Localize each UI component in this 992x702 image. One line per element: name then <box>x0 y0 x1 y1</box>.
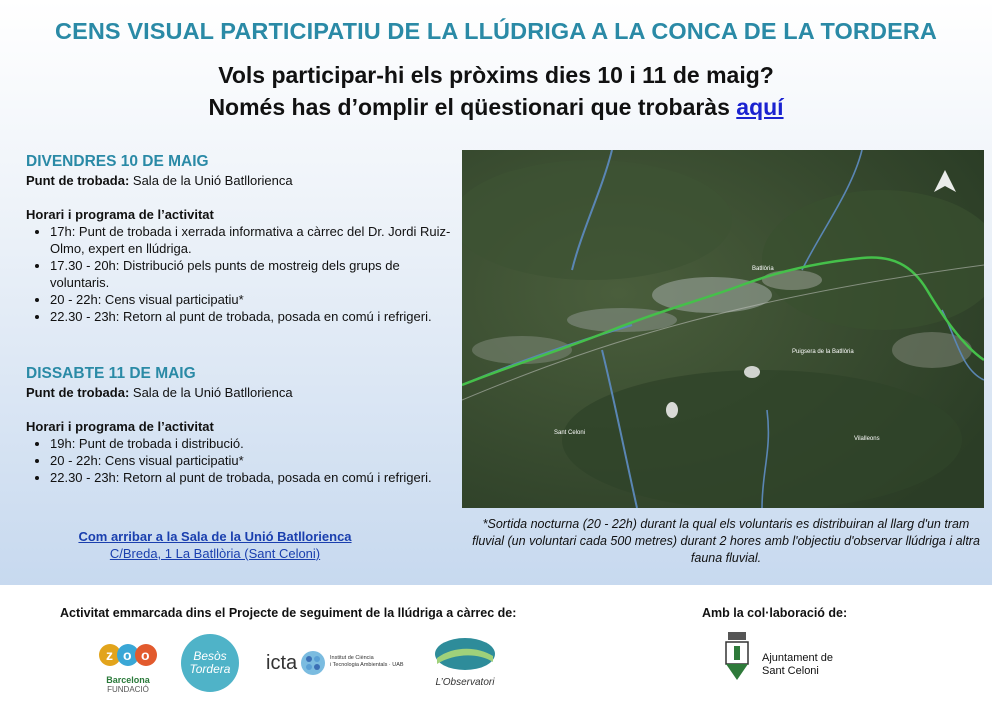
day2-meeting-value: Sala de la Unió Batllorienca <box>132 385 293 400</box>
ajuntament-line1: Ajuntament de <box>762 652 833 664</box>
zoo-line1: Barcelona <box>106 675 150 685</box>
svg-text:o: o <box>123 647 132 663</box>
list-item: • 20 - 22h: Cens visual participatiu* <box>50 291 456 308</box>
day2-meeting-point <box>26 384 456 401</box>
day1-meeting-value: Sala de la Unió Batllorienca <box>132 173 293 188</box>
observatori-icon <box>433 636 497 672</box>
day2-section <box>26 365 456 486</box>
coat-of-arms-icon <box>722 632 752 684</box>
icta-logo <box>266 650 416 680</box>
day1-section <box>26 153 456 325</box>
project-credit-text: Activitat emmarcada dins el Projecte de seguiment de la llúdriga a càrrec de: <box>60 606 517 620</box>
directions-link[interactable]: Com arribar a la Sala de la Unió Batllorienca <box>78 529 352 544</box>
day1-program-heading: Horari i programa de l’activitat <box>26 207 214 222</box>
day2-meeting-label: Punt de trobada: <box>26 385 130 400</box>
subtitle-question: Vols participar-hi els pròxims dies 10 i 11 de maig? <box>218 62 774 88</box>
list-item: • 22.30 - 23h: Retorn al punt de trobada, posada en comú i refrigeri. <box>50 308 456 325</box>
day2-heading: DISSABTE 11 DE MAIG <box>26 365 196 382</box>
list-item: • 17h: Punt de trobada i xerrada informativa a càrrec del Dr. Jordi Ruiz-Olmo, expert en llúdriga. <box>50 223 456 257</box>
svg-text:z: z <box>106 647 113 663</box>
list-item: • 22.30 - 23h: Retorn al punt de trobada, posada en comú i refrigeri. <box>50 469 456 486</box>
zoo-barcelona-logo <box>96 640 160 692</box>
observatori-logo <box>430 636 500 692</box>
day1-heading: DIVENDRES 10 DE MAIG <box>26 153 209 170</box>
icta-dots-icon <box>300 650 326 676</box>
list-item: • 19h: Punt de trobada i distribució. <box>50 435 456 452</box>
icta-text: icta <box>266 652 298 674</box>
ajuntament-logo <box>722 632 852 692</box>
questionnaire-link[interactable]: aquí <box>736 94 784 120</box>
map-graphic <box>462 150 984 508</box>
zoo-line2: FUNDACIÓ <box>107 685 149 694</box>
day2-program-list <box>26 435 456 486</box>
map-label: Puigsera de la Batllòria <box>792 349 854 355</box>
besos-tordera-logo <box>181 634 239 692</box>
day1-meeting-label: Punt de trobada: <box>26 173 130 188</box>
map-label: Vilalleons <box>854 436 880 442</box>
day2-program-heading: Horari i programa de l’activitat <box>26 419 214 434</box>
observatori-text: L’Observatori <box>435 677 495 688</box>
ajuntament-line2: Sant Celoni <box>762 665 819 677</box>
map-label: Batllòria <box>752 266 774 272</box>
directions-block <box>30 528 400 562</box>
collaboration-text: Amb la col·laboració de: <box>702 606 848 620</box>
map-caption: *Sortida nocturna (20 - 22h) durant la qual els voluntaris es distribuiran al llarg d'un tram fluvial (un voluntari cada 500 metres) durant 2 hores amb l'objectiu d'observar llúdriga i altra fauna fluvial. <box>472 517 980 565</box>
day1-program-list <box>26 223 456 325</box>
besos-tordera-text: Besòs Tordera <box>189 649 231 676</box>
map-label: Sant Celoni <box>554 430 586 436</box>
zoo-icon <box>96 640 160 670</box>
list-item: • 17.30 - 20h: Distribució pels punts de mostreig dels grups de voluntaris. <box>50 257 456 291</box>
page-title: CENS VISUAL PARTICIPATIU DE LA LLÚDRIGA A LA CONCA DE LA TORDERA <box>55 18 937 44</box>
icta-subtitle <box>330 655 420 669</box>
icta-sub1: Institut de Ciència <box>330 655 374 661</box>
day1-meeting-point <box>26 172 456 189</box>
satellite-map <box>462 150 984 508</box>
subtitle-instruction <box>0 94 992 121</box>
address-link[interactable]: C/Breda, 1 La Batllòria (Sant Celoni) <box>109 546 321 561</box>
list-item: • 20 - 22h: Cens visual participatiu* <box>50 452 456 469</box>
subtitle-instruction-text: Només has d’omplir el qüestionari que trobaràs <box>208 94 730 120</box>
svg-text:o: o <box>141 647 150 663</box>
icta-sub2: i Tecnologia Ambientals · UAB <box>330 662 404 668</box>
ajuntament-text <box>762 652 833 678</box>
